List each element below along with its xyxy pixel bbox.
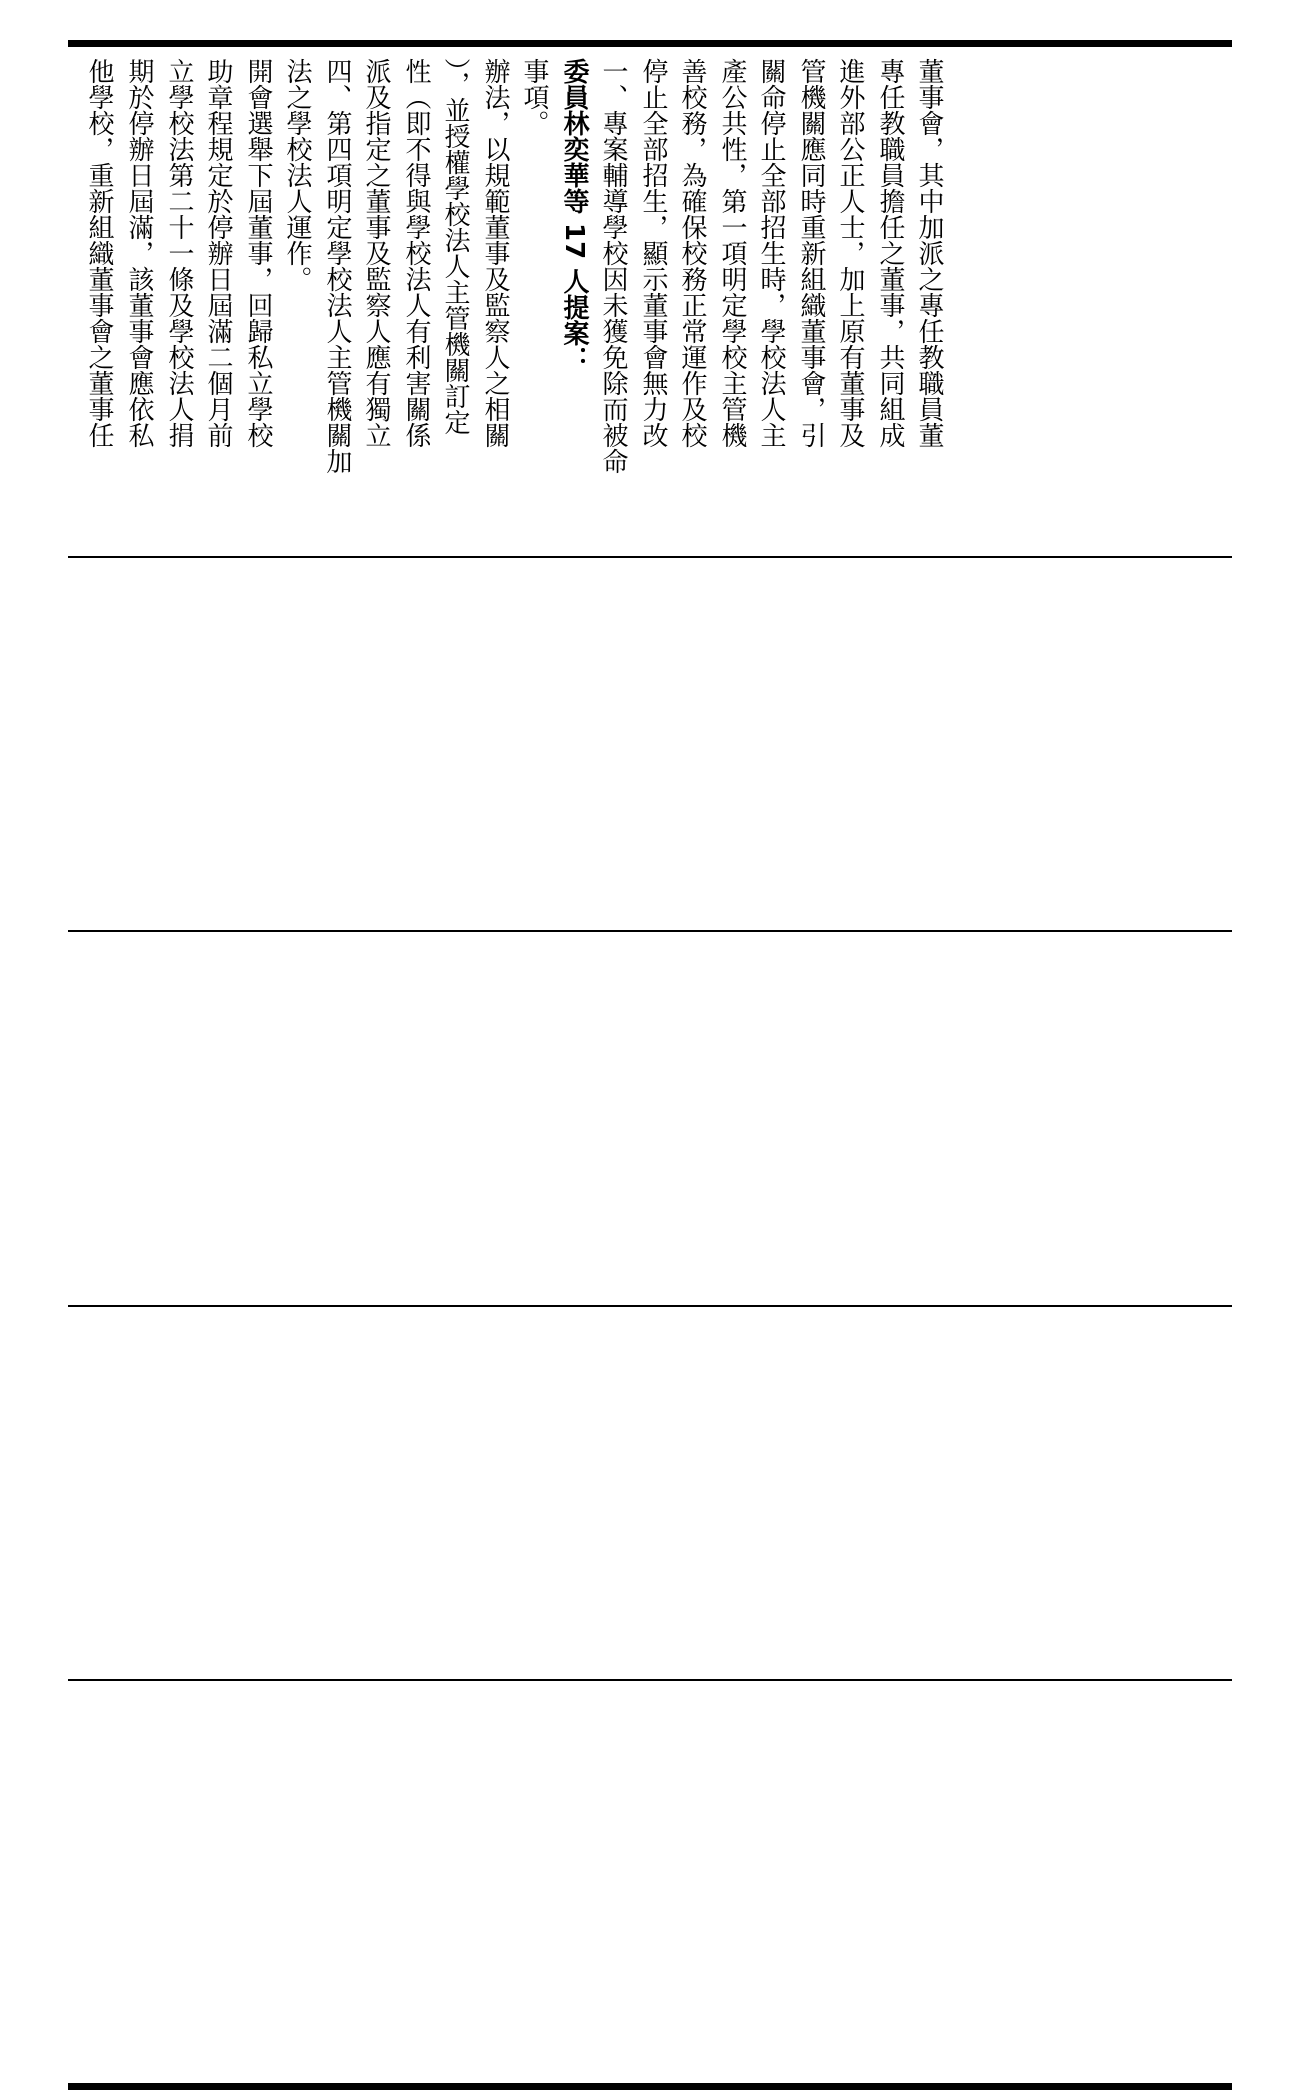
text-column: 善校務，為確保校務正常運作及校: [677, 58, 707, 448]
section-divider: [68, 930, 1232, 932]
section-divider: [68, 556, 1232, 558]
text-column: 進外部公正人士，加上原有董事及: [835, 58, 865, 448]
text-column: 派及指定之董事及監察人應有獨立: [361, 58, 391, 448]
section-divider: [68, 1305, 1232, 1307]
proposal-heading: 委員林奕華等 17 人提案：: [559, 58, 589, 373]
text-column: 法之學校法人運作。: [282, 58, 312, 292]
text-column: 四、第四項明定學校法人主管機關加: [322, 58, 352, 474]
text-column: 性（即不得與學校法人有利害關係: [401, 58, 431, 448]
text-column: 開會選舉下屆董事，回歸私立學校: [243, 58, 273, 448]
top-rule: [68, 40, 1232, 47]
section-divider: [68, 1679, 1232, 1681]
text-column: 辦法，以規範董事及監察人之相關: [480, 58, 510, 448]
text-column: 專任教職員擔任之董事，共同組成: [875, 58, 905, 448]
text-column: 關命停止全部招生時，學校法人主: [756, 58, 786, 448]
text-column: 董事會，其中加派之專任教職員董: [914, 58, 944, 448]
text-column: ），並授權學校法人主管機關訂定: [440, 58, 470, 435]
vertical-text-block: [80, 58, 1228, 548]
text-column: 他學校，重新組織董事會之董事任: [84, 58, 114, 448]
text-column: 事項。: [519, 58, 549, 136]
text-column: 管機關應同時重新組織董事會，引: [796, 58, 826, 448]
text-column: 助章程規定於停辦日屆滿二個月前: [203, 58, 233, 448]
bottom-rule: [68, 2083, 1232, 2090]
text-column: 停止全部招生，顯示董事會無力改: [638, 58, 668, 448]
text-column: 期於停辦日屆滿，該董事會應依私: [124, 58, 154, 448]
text-column: 產公共性，第一項明定學校主管機: [717, 58, 747, 448]
text-column: 立學校法第二十一條及學校法人捐: [164, 58, 194, 448]
text-column: 一、專案輔導學校因未獲免除而被命: [598, 58, 628, 474]
